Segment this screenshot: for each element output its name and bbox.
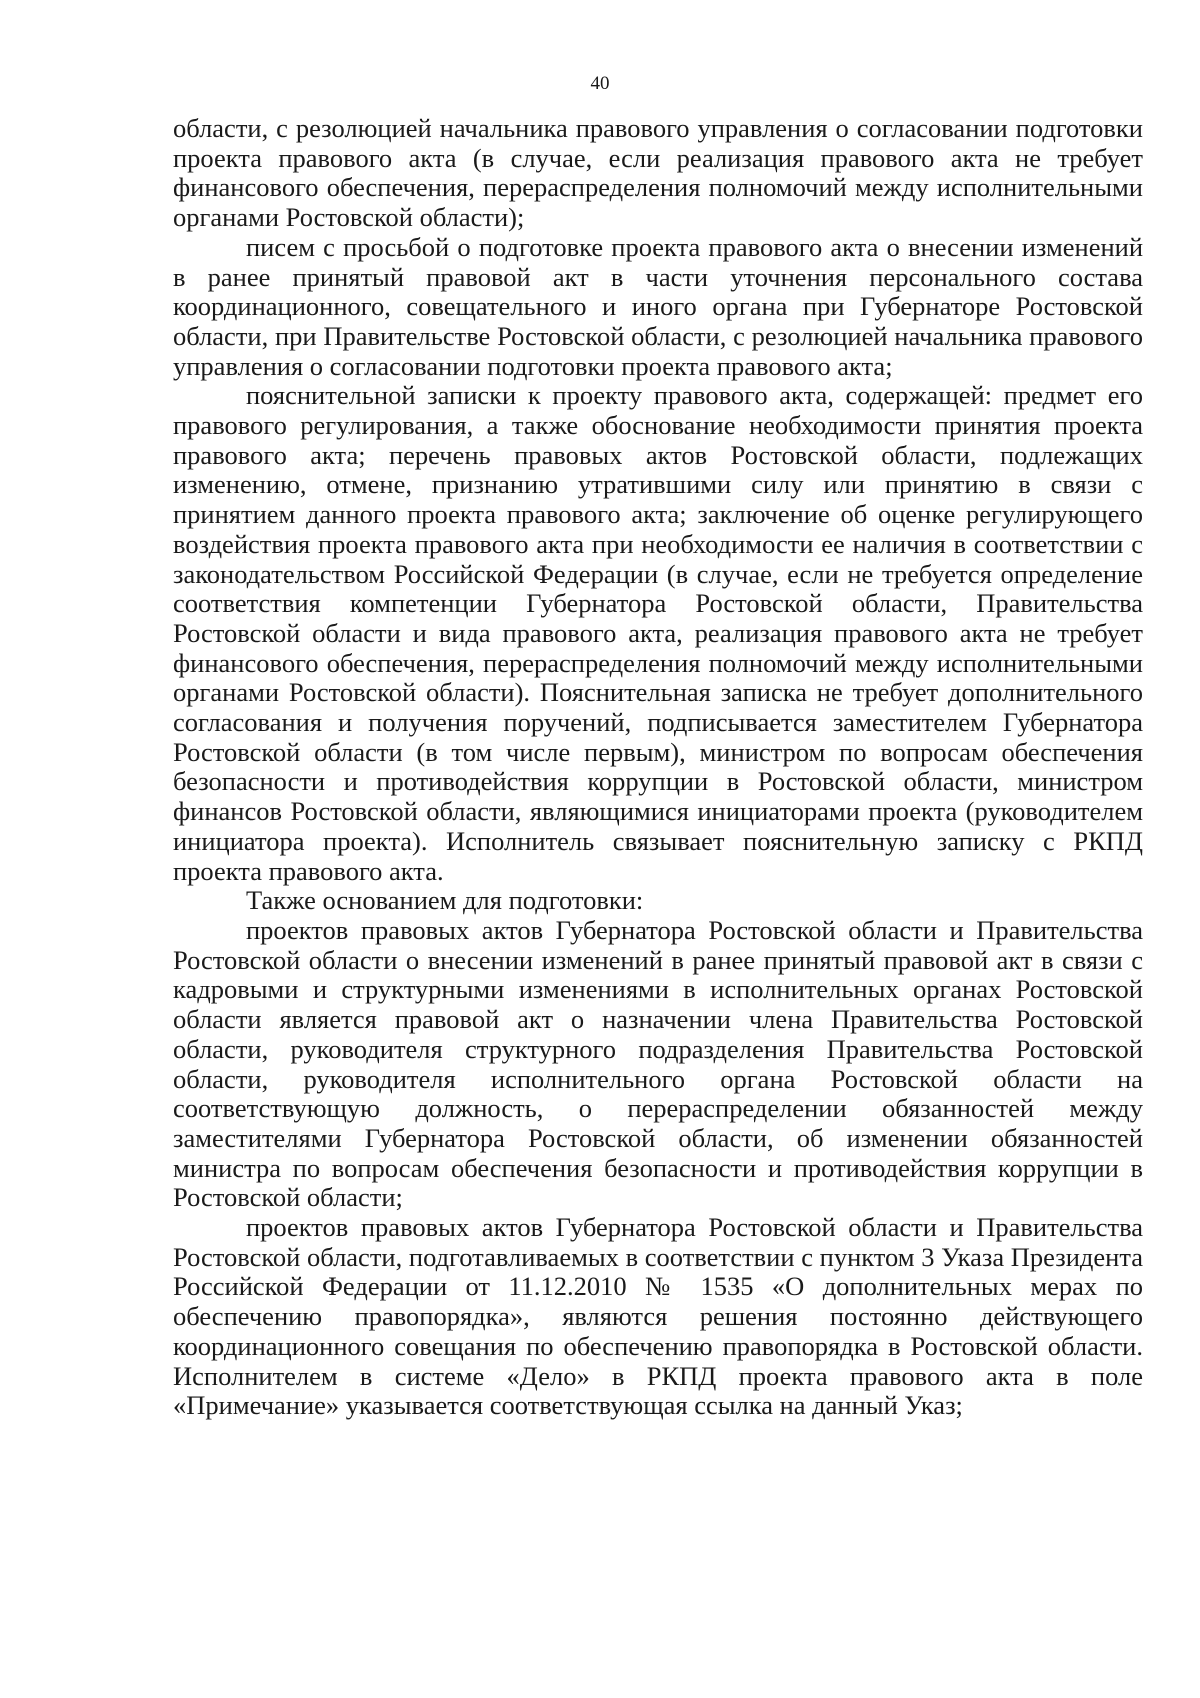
paragraph-letters: писем с просьбой о подготовке проекта правового акта о внесении изменений в ранее принятый правовой акт в части уточнения персонального состава координационного, совещательного и иного органа при Губернаторе Ростовской области, при Правительстве Ростовской области, с резолюцией начальника правового управления о согласовании подготовки проекта правового акта; xyxy=(173,231,1143,381)
paragraph-decree-1535: проектов правовых актов Губернатора Ростовской области и Правительства Ростовской области, подготавливаемых в соответствии с пунктом 3 Указа Президента Российской Федерации от 11.12.2010 № 1535 «О дополнительных мерах по обеспечению правопорядка», являются решения постоянно действующего координационного совещания по обеспечению правопорядка в Ростовской области. Исполнителем в системе «Дело» в РКПД проекта правового акта в поле «Примечание» указывается соответствующая ссылка на данный Указ; xyxy=(173,1212,1143,1421)
document-body xyxy=(173,114,1143,1421)
paragraph-explanatory-note: пояснительной записки к проекту правового акта, содержащей: предмет его правового регулирования, а также обоснование необходимости принятия проекта правового акта; перечень правовых актов Ростовской области, подлежащих изменению, отмене, признанию утратившими силу или принятию в связи с принятием данного проекта правового акта; заключение об оценке регулирующего воздействия проекта правового акта при необходимости ее наличия в соответствии с законодательством Российской Федерации (в случае, если не требуется определение соответствия компетенции Губернатора Ростовской области, Правительства Ростовской области и вида правового акта, реализация правового акта не требует финансового обеспечения, перераспределения полномочий между исполнительными органами Ростовской области). Пояснительная записка не требует дополнительного согласования и получения поручений, подписывается заместителем Губернатора Ростовской области (в том числе первым), министром по вопросам обеспечения безопасности и противодействия коррупции в Ростовской области, министром финансов Ростовской области, являющимися инициаторами проекта (руководителем инициатора проекта). Исполнитель связывает пояснительную записку с РКПД проекта правового акта. xyxy=(173,380,1143,886)
paragraph-continuation: области, с резолюцией начальника правового управления о согласовании подготовки проекта правового акта (в случае, если реализация правового акта не требует финансового обеспечения, перераспределения полномочий между исполнительными органами Ростовской области); xyxy=(173,113,1143,233)
paragraph-personnel-changes: проектов правовых актов Губернатора Ростовской области и Правительства Ростовской области о внесении изменений в ранее принятый правовой акт в связи с кадровыми и структурными изменениями в исполнительных органах Ростовской области является правовой акт о назначении члена Правительства Ростовской области, руководителя структурного подразделения Правительства Ростовской области, руководителя исполнительного органа Ростовской области на соответствующую должность, о перераспределении обязанностей между заместителями Губернатора Ростовской области, об изменении обязанностей министра по вопросам обеспечения безопасности и противодействия коррупции в Ростовской области; xyxy=(173,914,1143,1213)
page-number: 40 xyxy=(590,73,610,94)
paragraph-also-basis: Также основанием для подготовки: xyxy=(246,885,644,916)
